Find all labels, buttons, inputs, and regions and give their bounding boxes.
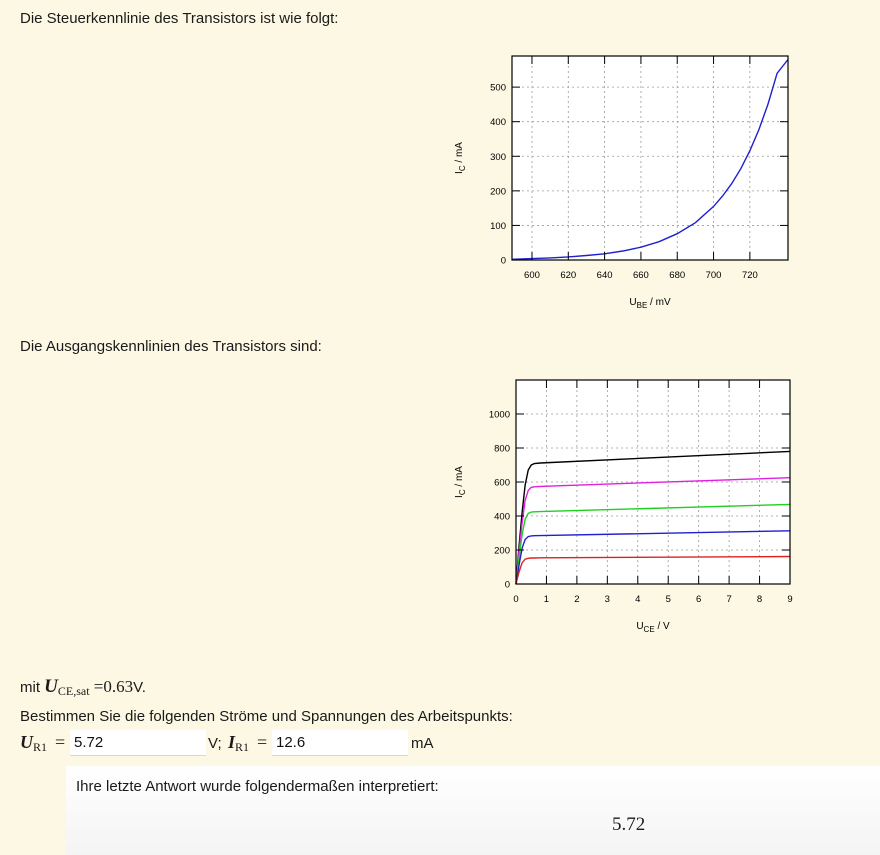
- y-tick-label: 400: [494, 511, 510, 523]
- y-tick-label: 300: [490, 151, 506, 163]
- x-tick-label: 640: [596, 270, 613, 281]
- feedback-box: [66, 766, 880, 855]
- feedback-title: Ihre letzte Antwort wurde folgendermaßen interpretiert:: [76, 778, 439, 795]
- x-tick-label: 3: [604, 594, 610, 605]
- y-tick-label: 1000: [488, 409, 510, 421]
- y-axis-label-unit: / mA: [454, 142, 465, 166]
- ur1-unit: V;: [208, 735, 222, 752]
- mit-label: mit: [20, 679, 40, 696]
- y-tick-label: 200: [494, 545, 510, 557]
- x-tick-label: 5: [665, 594, 671, 605]
- x-tick-label: 8: [756, 594, 763, 605]
- question-text: Bestimmen Sie die folgenden Ströme und Spannungen des Arbeitspunkts:: [20, 708, 513, 725]
- feedback-value: 5.72: [612, 814, 646, 835]
- uce-sat-unit: V.: [133, 679, 146, 696]
- x-tick-label: 9: [787, 594, 793, 605]
- x-tick-label: 0: [513, 594, 519, 605]
- ur1-equals: =: [55, 732, 66, 752]
- ir1-equals: =: [257, 732, 268, 752]
- y-axis-label-main: I: [454, 495, 465, 498]
- ausgangskennlinien-chart: [440, 368, 800, 640]
- x-axis-label-unit: / mV: [647, 297, 671, 308]
- uce-sat-variable: U: [44, 676, 58, 697]
- y-tick-label: 400: [490, 117, 506, 129]
- steuerkennlinie-chart: [440, 42, 800, 317]
- ur1-input[interactable]: [70, 730, 206, 756]
- y-tick-label: 100: [490, 220, 506, 232]
- steuerkennlinie-intro: Die Steuerkennlinie des Transistors ist wie folgt:: [20, 10, 339, 27]
- x-axis-label-sub: BE: [636, 301, 648, 310]
- x-tick-label: 4: [635, 594, 641, 605]
- y-axis-label-main: I: [454, 171, 465, 174]
- y-tick-label: 800: [494, 443, 510, 455]
- x-axis-label-main: U: [629, 297, 637, 308]
- y-tick-label: 200: [490, 186, 506, 198]
- x-tick-label: 1: [543, 594, 550, 605]
- y-axis-label-sub: C: [458, 165, 467, 172]
- ir1-input[interactable]: [272, 730, 408, 756]
- x-axis-label-unit: / V: [654, 621, 670, 632]
- x-tick-label: 7: [726, 594, 732, 605]
- y-axis-label: [454, 142, 467, 174]
- ir1-variable: [228, 732, 249, 755]
- ur1-symbol: U: [20, 732, 33, 752]
- x-tick-label: 2: [574, 594, 580, 605]
- x-axis-label: [629, 297, 671, 310]
- ur1-variable: [20, 732, 47, 755]
- uce-sat-value: =0.63: [93, 677, 134, 696]
- x-axis-label: [636, 621, 670, 634]
- x-tick-label: 620: [560, 270, 577, 281]
- x-tick-label: 700: [705, 270, 722, 281]
- ir1-unit: mA: [411, 735, 434, 752]
- x-tick-label: 680: [669, 270, 686, 281]
- x-tick-label: 660: [632, 270, 649, 281]
- y-axis-label: [454, 466, 467, 498]
- x-axis-label-main: U: [636, 621, 644, 632]
- y-tick-label: 500: [490, 82, 506, 94]
- uce-sat-subscript: CE,sat: [57, 684, 90, 698]
- ausgangskennlinien-intro: Die Ausgangskennlinien des Transistors sind:: [20, 338, 322, 355]
- y-axis-label-sub: C: [458, 489, 467, 496]
- y-tick-label: 0: [504, 579, 510, 591]
- y-tick-label: 600: [494, 477, 510, 489]
- y-tick-label: 0: [500, 255, 506, 267]
- x-tick-label: 720: [741, 270, 758, 281]
- x-tick-label: 600: [524, 270, 540, 281]
- ur1-subscript: R1: [33, 740, 48, 754]
- x-tick-label: 6: [696, 594, 702, 605]
- x-axis-label-sub: CE: [643, 625, 655, 634]
- ir1-symbol: I: [228, 732, 236, 752]
- ir1-subscript: R1: [235, 740, 250, 754]
- saturation-voltage-text: [20, 676, 146, 699]
- y-axis-label-unit: / mA: [454, 466, 465, 490]
